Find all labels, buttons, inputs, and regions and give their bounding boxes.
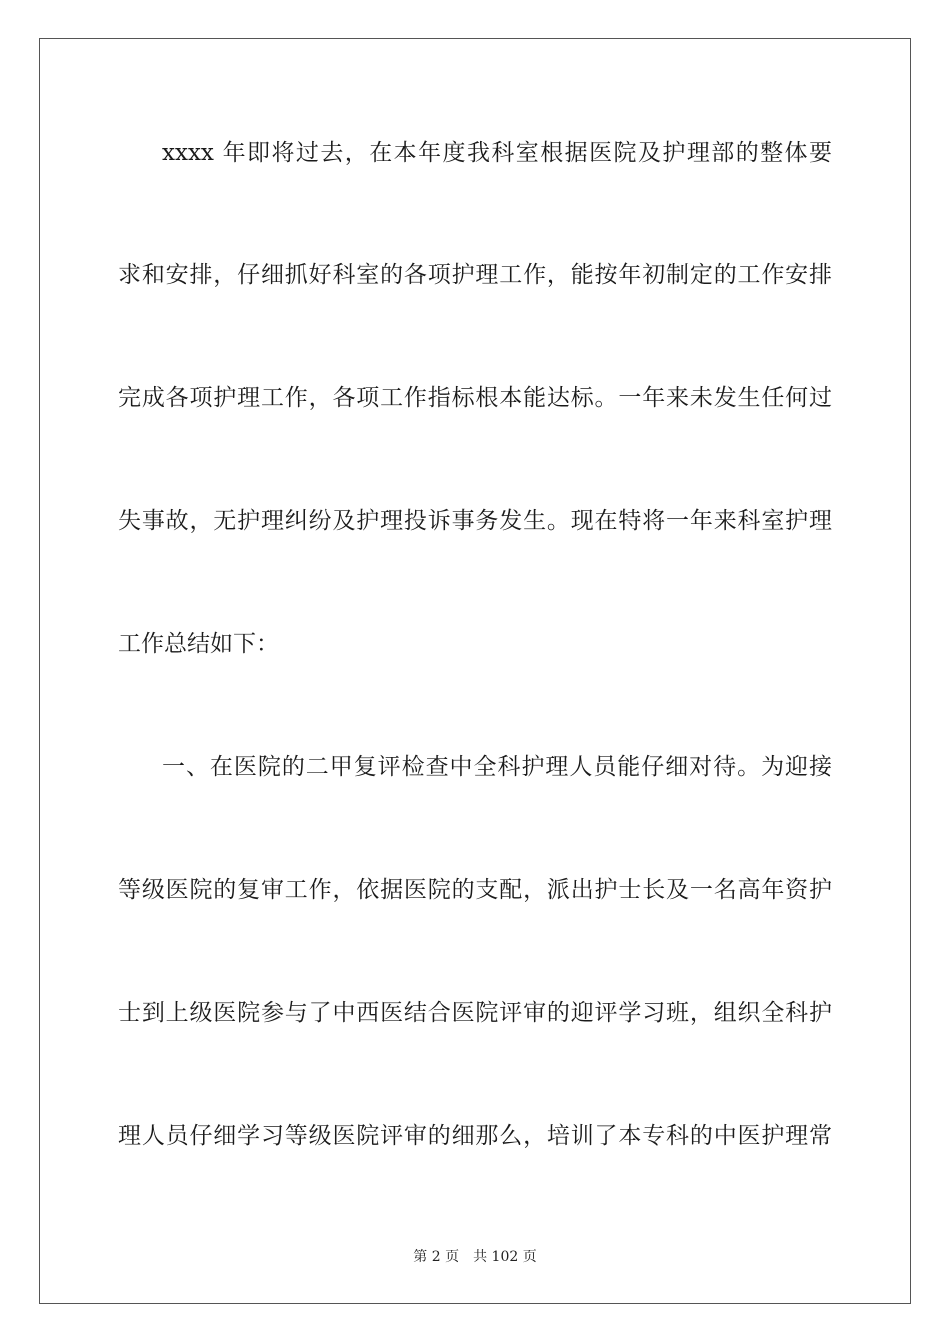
paragraph-line: 求和安排，仔细抓好科室的各项护理工作，能按年初制定的工作安排 xyxy=(118,262,832,288)
page-number: 第 2 页 xyxy=(413,1249,460,1265)
paragraph-line: 完成各项护理工作，各项工作指标根本能达标。一年来未发生任何过 xyxy=(118,385,832,411)
paragraph-line: 士到上级医院参与了中西医结合医院评审的迎评学习班，组织全科护 xyxy=(118,1000,832,1026)
page-border xyxy=(39,38,911,1304)
paragraph-line: 失事故，无护理纠纷及护理投诉事务发生。现在特将一年来科室护理 xyxy=(118,508,832,534)
paragraph-line: 工作总结如下： xyxy=(118,631,279,657)
paragraph-line: 等级医院的复审工作，依据医院的支配，派出护士长及一名高年资护 xyxy=(118,877,832,903)
paragraph-line: xxxx 年即将过去，在本年度我科室根据医院及护理部的整体要 xyxy=(162,140,832,166)
page-total: 共 102 页 xyxy=(473,1249,537,1265)
paragraph-line: 理人员仔细学习等级医院评审的细那么，培训了本专科的中医护理常 xyxy=(118,1123,832,1149)
paragraph-line: 一、在医院的二甲复评检查中全科护理人员能仔细对待。为迎接 xyxy=(162,754,832,780)
page-footer xyxy=(0,1248,950,1266)
